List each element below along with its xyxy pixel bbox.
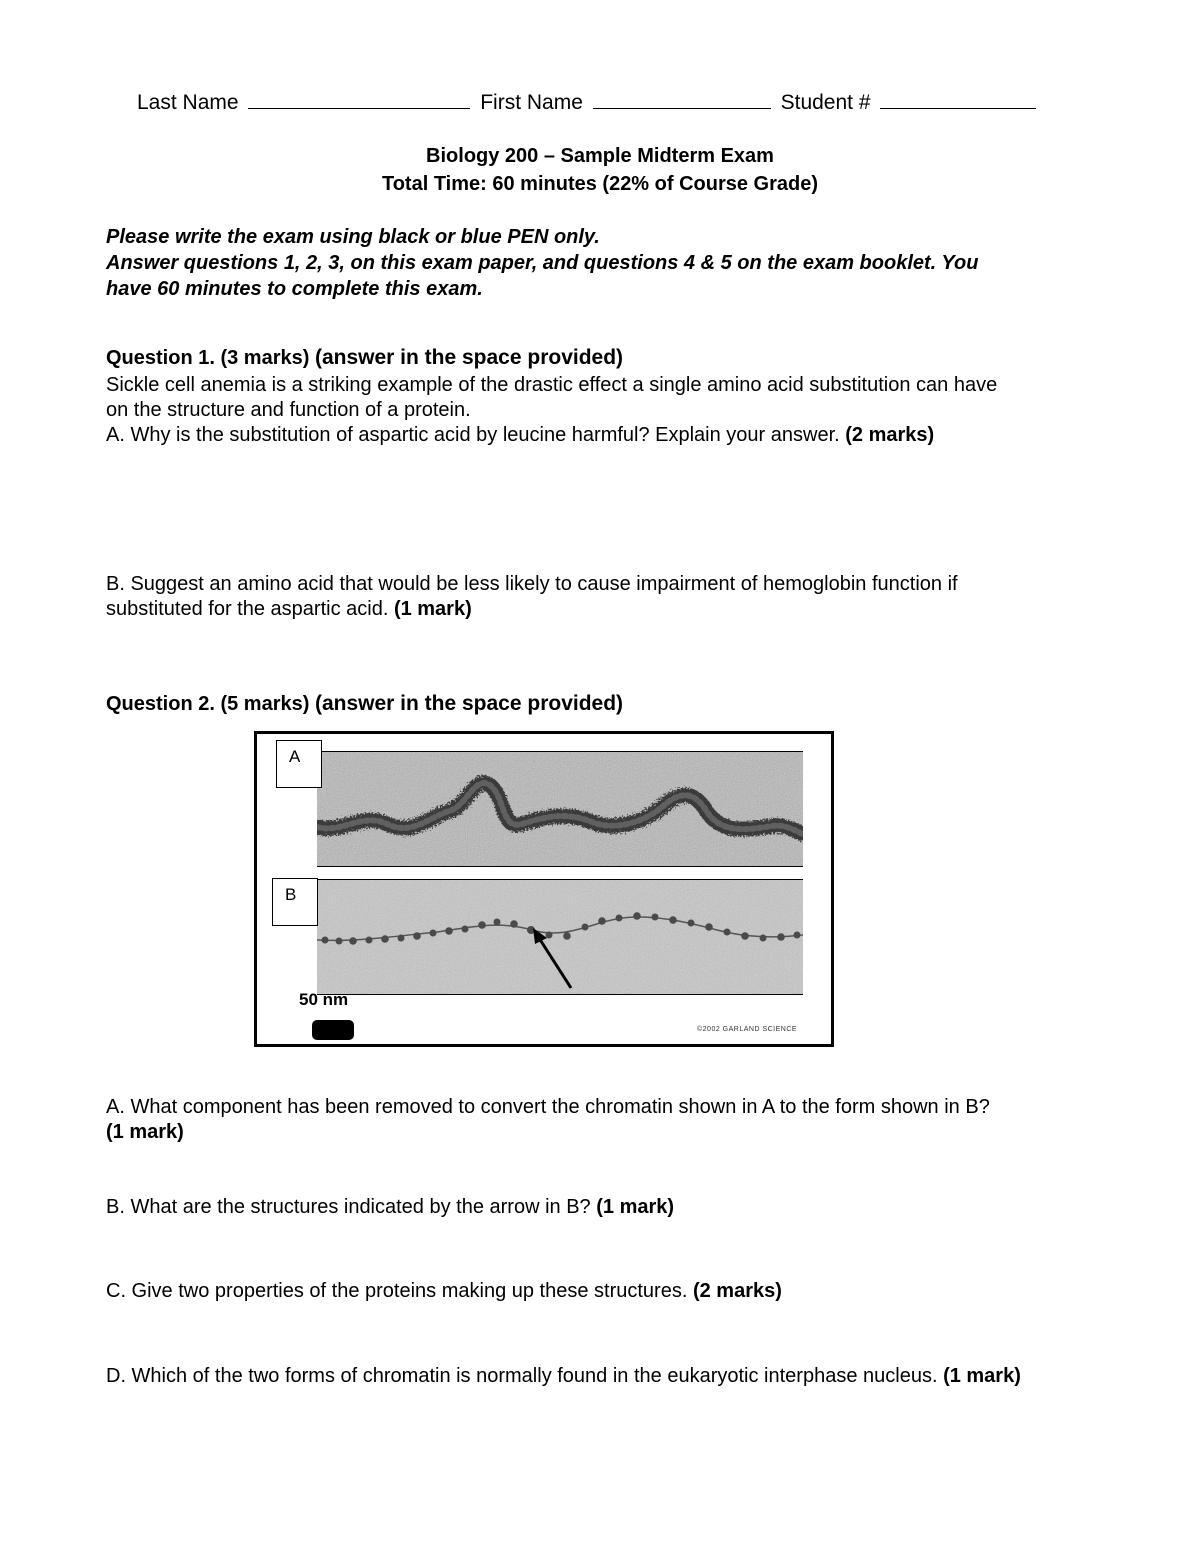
question-1-note: (answer in the space provided) xyxy=(314,346,624,369)
first-name-label: First Name xyxy=(480,91,583,114)
question-1-intro-line-1: Sickle cell anemia is a striking example of the drastic effect a single amino acid substitution can have xyxy=(106,374,998,396)
question-2-note: (answer in the space provided) xyxy=(314,692,624,715)
question-1-label: Question 1. xyxy=(106,347,215,369)
question-2c-answer-space[interactable] xyxy=(106,1308,1096,1358)
question-1-intro-line-2: on the structure and function of a protein. xyxy=(106,399,471,421)
question-1-heading xyxy=(106,346,623,370)
question-1b-line-1: B. Suggest an amino acid that would be less likely to cause impairment of hemoglobin function if xyxy=(106,573,958,595)
panel-b-label: B xyxy=(272,878,318,926)
arrow-icon xyxy=(527,924,577,994)
question-2d-answer-space[interactable] xyxy=(106,1393,1096,1473)
student-number-field[interactable] xyxy=(880,90,1036,109)
question-2b-answer-space[interactable] xyxy=(106,1224,1096,1274)
question-2-marks: (5 marks) xyxy=(220,693,310,715)
question-2b-marks: (1 mark) xyxy=(596,1196,675,1218)
question-1b-answer-space[interactable] xyxy=(106,626,1096,686)
scale-bar xyxy=(312,1020,354,1040)
scale-bar-label: 50 nm xyxy=(299,990,349,1009)
panel-a-image xyxy=(317,752,803,866)
question-2c-marks: (2 marks) xyxy=(692,1280,782,1302)
last-name-field[interactable] xyxy=(248,90,470,109)
question-1a xyxy=(106,423,934,447)
question-2c-text: C. Give two properties of the proteins making up these structures. xyxy=(106,1280,688,1302)
question-1b-marks: (1 mark) xyxy=(393,598,472,620)
question-2a-marks: (1 mark) xyxy=(106,1121,184,1143)
question-1b-line-2 xyxy=(106,597,472,621)
name-header xyxy=(137,90,1040,116)
question-2d-marks: (1 mark) xyxy=(943,1365,1021,1387)
question-2a-answer-space[interactable] xyxy=(106,1148,1096,1188)
question-2b xyxy=(106,1195,674,1219)
panel-a-micrograph xyxy=(317,751,803,867)
exam-title: Biology 200 – Sample Midterm Exam xyxy=(426,145,774,167)
instruction-line-2: Answer questions 1, 2, 3, on this exam paper, and questions 4 & 5 on the exam booklet. You xyxy=(106,252,979,274)
question-2-label: Question 2. xyxy=(106,693,215,715)
question-1a-text: A. Why is the substitution of aspartic acid by leucine harmful? Explain your answer. xyxy=(106,424,840,446)
last-name-label: Last Name xyxy=(137,91,239,114)
question-1a-marks: (2 marks) xyxy=(845,424,935,446)
question-2c xyxy=(106,1279,782,1303)
question-2a-text: A. What component has been removed to convert the chromatin shown in A to the form shown in B? xyxy=(106,1096,990,1118)
question-1a-answer-space[interactable] xyxy=(106,452,1096,562)
question-2d xyxy=(106,1364,1021,1388)
question-1-marks: (3 marks) xyxy=(220,347,310,369)
question-1b-text: substituted for the aspartic acid. xyxy=(106,598,389,620)
panel-a-label: A xyxy=(276,740,322,788)
exam-time: Total Time: 60 minutes (22% of Course Grade) xyxy=(381,173,819,195)
question-2d-text: D. Which of the two forms of chromatin is normally found in the eukaryotic interphase nucleus. xyxy=(106,1365,938,1387)
figure-credit: ©2002 GARLAND SCIENCE xyxy=(697,1026,798,1033)
instruction-line-1: Please write the exam using black or blue PEN only. xyxy=(106,226,600,248)
instruction-line-3: have 60 minutes to complete this exam. xyxy=(106,278,483,300)
question-2b-text: B. What are the structures indicated by the arrow in B? xyxy=(106,1196,591,1218)
student-number-label: Student # xyxy=(780,91,871,114)
question-2-heading xyxy=(106,692,623,716)
chromatin-micrograph-figure xyxy=(254,731,834,1047)
first-name-field[interactable] xyxy=(593,90,771,109)
